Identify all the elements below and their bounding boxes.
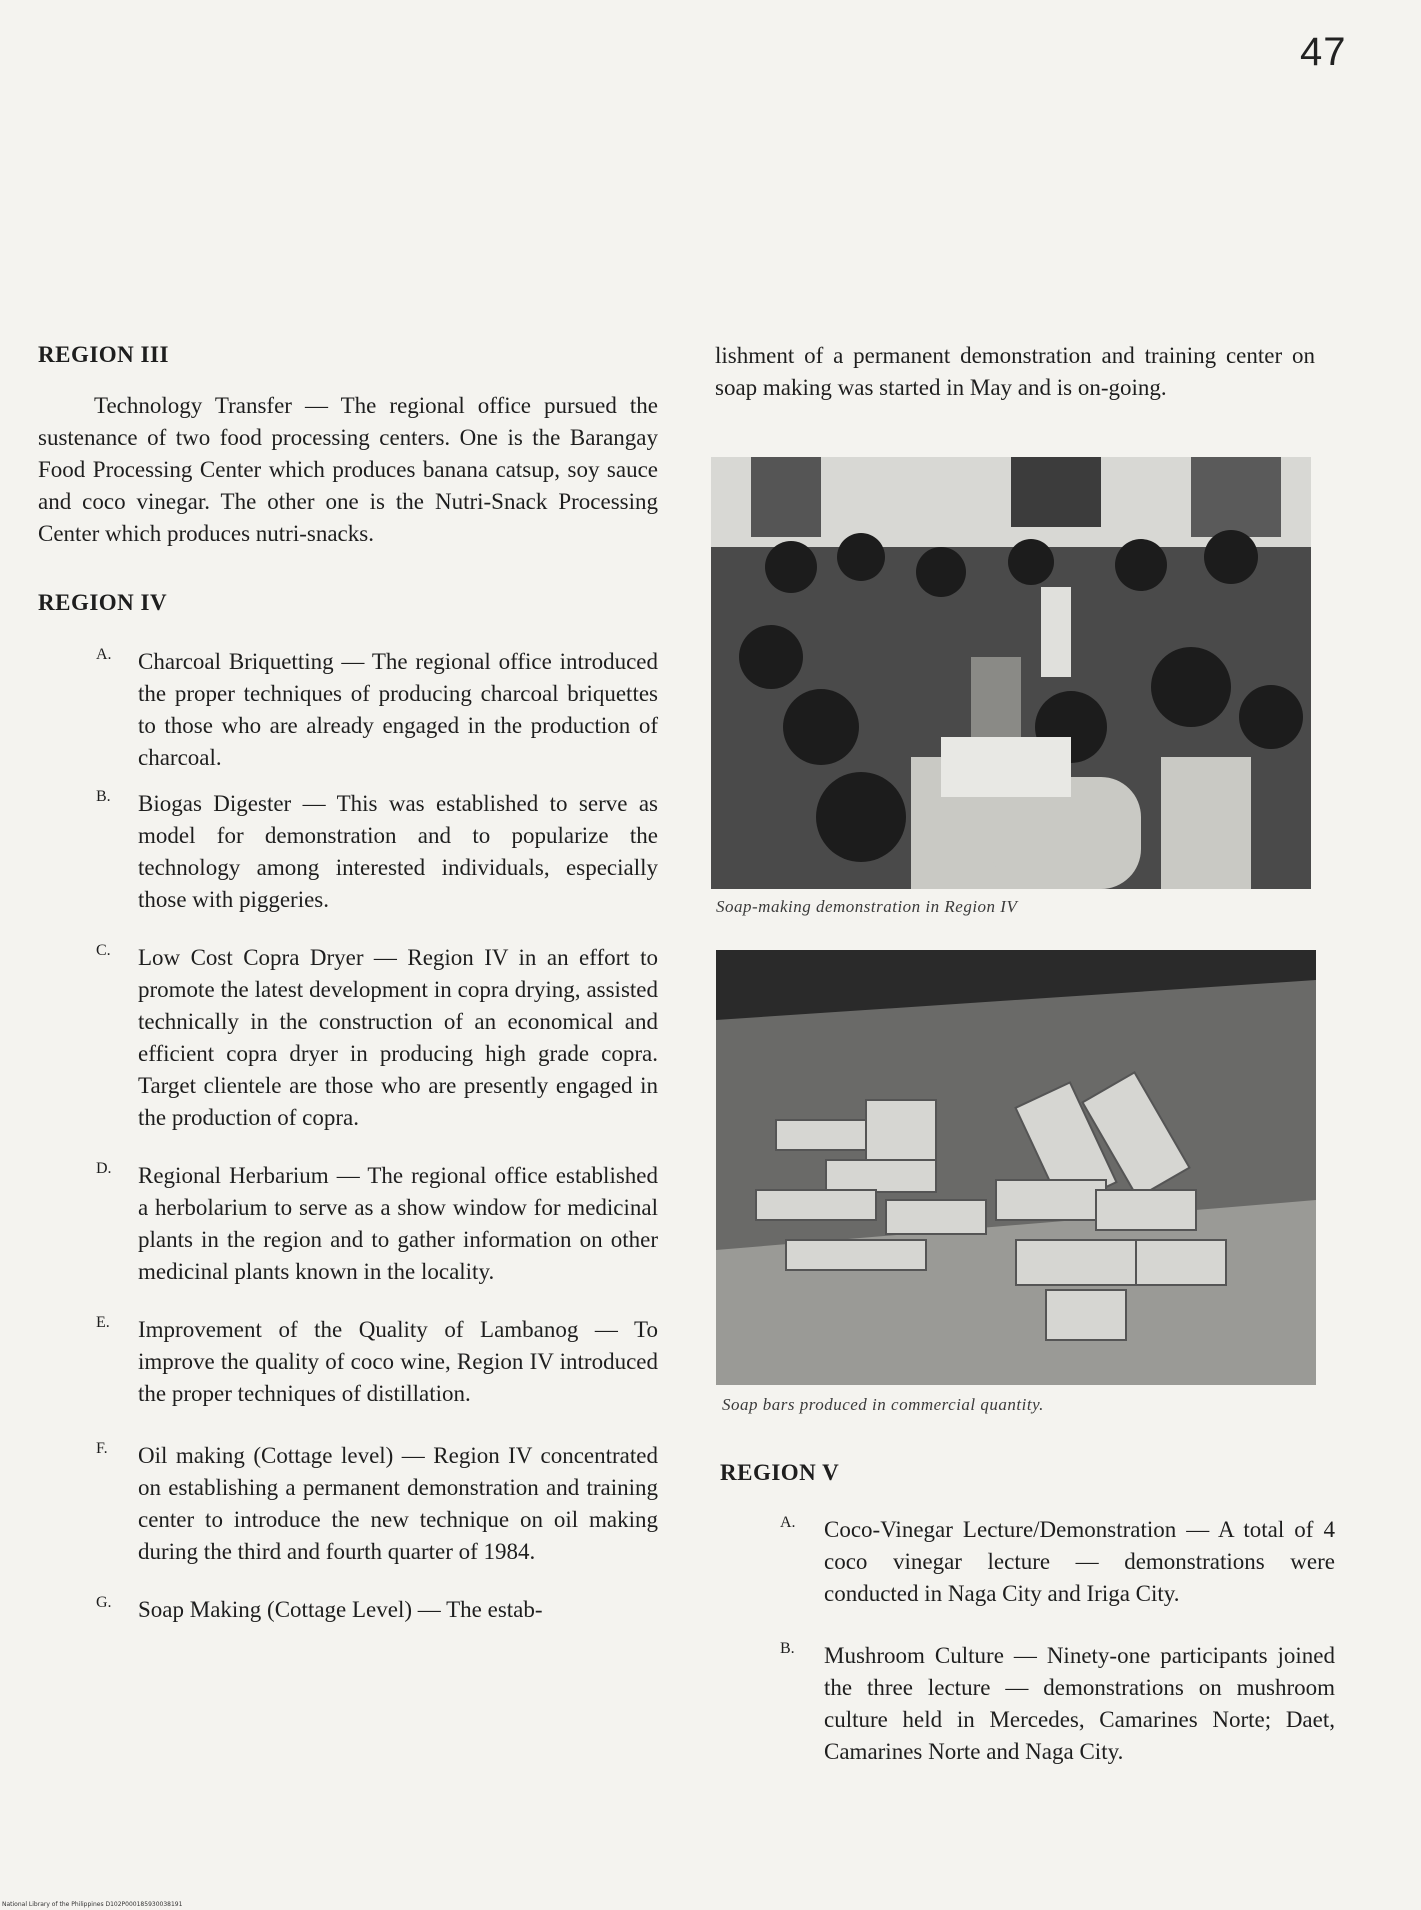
region-iii-heading: REGION III: [38, 342, 169, 367]
footer-identifier: National Library of the Philippines D102P000185930038191: [2, 1901, 183, 1908]
list-letter: F.: [96, 1440, 108, 1457]
list-text: Charcoal Briquetting — The regional office introduced the proper techniques of producing charcoal briquettes to those who are already engaged in the production of charcoal.: [138, 649, 658, 770]
left-column: [38, 342, 658, 1626]
list-item: [780, 1640, 1335, 1768]
list-letter: D.: [96, 1160, 112, 1177]
soap-bars-photo: [716, 950, 1316, 1385]
list-text: Low Cost Copra Dryer — Region IV in an effort to promote the latest development in copra drying, assisted technically in the construction of an economical and efficient copra dryer in producing high grade copra. Target clientele are those who are presently engaged in the production of copra.: [138, 945, 658, 1130]
list-letter: E.: [96, 1314, 110, 1331]
list-text: Mushroom Culture — Ninety-one participants joined the three lecture — demonstrations on mushroom culture held in Mercedes, Camarines Norte; Daet, Camarines Norte and Naga City.: [824, 1643, 1335, 1764]
list-item: [96, 1314, 658, 1410]
list-text: Improvement of the Quality of Lambanog — To improve the quality of coco wine, Region IV introduced the proper techniques of distillation.: [138, 1317, 658, 1406]
list-item: [96, 1594, 658, 1626]
list-text: Coco-Vinegar Lecture/Demonstration — A total of 4 coco vinegar lecture — demonstrations were conducted in Naga City and Iriga City.: [824, 1517, 1335, 1606]
region-v-section: [720, 1460, 1335, 1768]
region-iii-paragraph: Technology Transfer — The regional office pursued the sustenance of two food processing centers. One is the Barangay Food Processing Center which produces banana catsup, soy sauce and coco vinegar. The other one is the Nutri-Snack Processing Center which produces nutri-snacks.: [38, 393, 658, 546]
right-column: [715, 340, 1335, 404]
list-letter: B.: [780, 1640, 795, 1657]
list-item: [780, 1514, 1335, 1610]
list-letter: G.: [96, 1594, 112, 1611]
list-letter: A.: [780, 1514, 796, 1531]
list-text: Biogas Digester — This was established to serve as model for demonstration and to popularize the technology among interested individuals, especially those with piggeries.: [138, 791, 658, 912]
list-letter: C.: [96, 942, 111, 959]
list-item: [96, 1160, 658, 1288]
photo2-caption: Soap bars produced in commercial quantity.: [722, 1395, 1044, 1414]
continuation-text: lishment of a permanent demonstration and training center on soap making was started in May and is on-going.: [715, 343, 1315, 400]
soap-bars-illustration: [716, 950, 1316, 1385]
region-v-heading: REGION V: [720, 1460, 840, 1485]
crowd-illustration: [711, 457, 1311, 889]
list-letter: B.: [96, 788, 111, 805]
list-letter: A.: [96, 646, 112, 663]
list-item: [96, 1440, 658, 1568]
list-text: Soap Making (Cottage Level) — The estab-: [138, 1597, 543, 1622]
region-iv-heading: REGION IV: [38, 590, 168, 615]
list-item: [96, 646, 658, 774]
soap-demonstration-photo: [711, 457, 1311, 889]
list-item: [96, 788, 658, 916]
list-item: [96, 942, 658, 1134]
list-text: Oil making (Cottage level) — Region IV concentrated on establishing a permanent demonstration and training center to introduce the new technique on oil making during the third and fourth quarter of 1984.: [138, 1443, 658, 1564]
page-number: 47: [1300, 30, 1347, 74]
photo1-caption: Soap-making demonstration in Region IV: [716, 897, 1018, 916]
list-text: Regional Herbarium — The regional office established a herbolarium to serve as a show window for medicinal plants in the region and to gather information on other medicinal plants known in the locality.: [138, 1163, 658, 1284]
